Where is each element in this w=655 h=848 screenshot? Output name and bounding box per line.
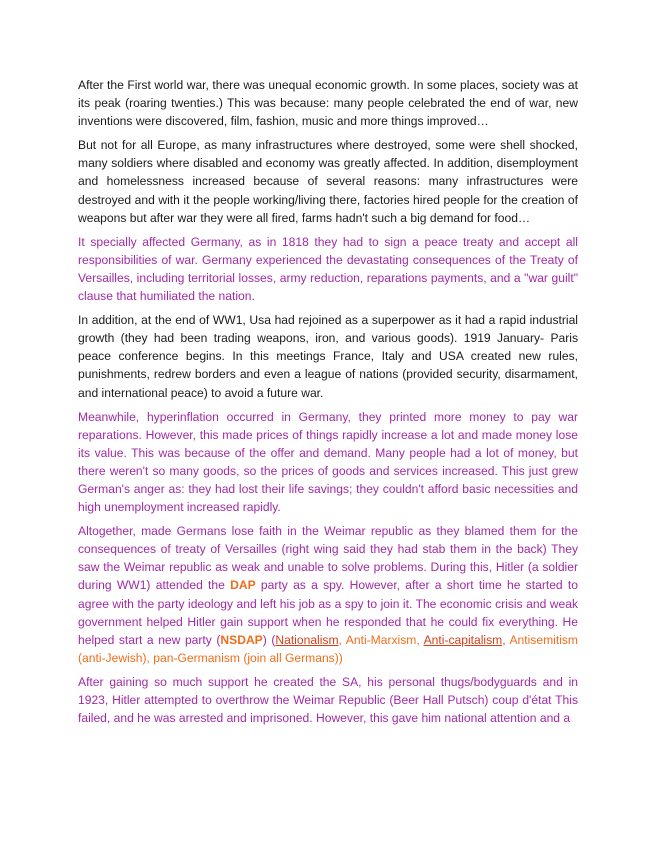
document-body [78,76,578,727]
weimar-text-b: party as a spy. However, after a short time he started to agree with the party ideology and left his job as a spy to join it. The economic crisis and weak government helped Hitler gain support when he responded that he could fix everything. He helped start a new party ( [78,578,578,647]
weimar-text-a: Altogether, made Germans lose faith in the Weimar republic as they blamed them for the consequences of treaty of Versailles (right wing said they had stab them in the back) They saw the Weimar republic as weak and unable to solve problems. During this, Hitler (a soldier during WW1) attended the [78,524,578,593]
dap-term: DAP [230,578,256,593]
nationalism-term: Nationalism [275,632,339,647]
paragraph-hyperinflation: Meanwhile, hyperinflation occurred in Germany, they printed more money to pay war reparations. However, this made prices of things rapidly increase a lot and made money lose its value. This was because of the offer and demand. Many people had a lot of money, but there weren't so many goods, so the prices of goods and services increased. This just grew German's anger as: they had lost their life savings; they couldn't afford basic necessities and high unemployment increased rapidly. [78,409,578,515]
paragraph-usa-paris-conference: In addition, at the end of WW1, Usa had rejoined as a superpower as it had a rapid industrial growth (they had been trading weapons, iron, and various goods). 1919 January- Paris peace conference begins. In this meetings France, Italy and USA created new rules, punishments, redrew borders and even a league of nations (provided security, disarmament, and international peace) to avoid a future war. [78,313,578,400]
weimar-text-c: ) ( [262,632,276,647]
paragraph-postwar-growth: After the First world war, there was unequal economic growth. In some places, society was at its peak (roaring twenties.) This was because: many people celebrated the end of war, new inventions were discovered, film, fashion, music and more things improved… [78,78,578,129]
paragraph-weimar-hitler [78,522,578,667]
paragraph-beer-hall-putsch: After gaining so much support he created the SA, his personal thugs/bodyguards and in 1923, Hitler attempted to overthrow the Weimar Republic (Beer Hall Putsch) coup d'état This failed, and he was arrested and imprisoned. However, this gave him national attention and a [78,674,578,726]
paragraph-treaty-versailles: It specially affected Germany, as in 1818 they had to sign a peace treaty and accept all responsibilities of war. Germany experienced the devastating consequences of the Treaty of Versailles, including territorial losses, army reduction, reparations payments, and a "war guilt" clause that humiliated the nation. [78,234,578,304]
nsdap-term: NSDAP [220,632,263,647]
weimar-text-d: , Anti-Marxism, [338,632,424,647]
anticapitalism-term: Anti-capitalism, [423,632,506,647]
paragraph-europe-effects: But not for all Europe, as many infrastructures where destroyed, some were shell shocked, many soldiers where disabled and economy was greatly affected. In addition, disemployment and homelessness increased because of several reasons: many infrastructures were destroyed and with it the people working/living there, factories hired people for the creation of weapons but after war they were all fired, farms hadn't such a big demand for food… [78,138,578,225]
ideology-list: Antisemitism (anti-Jewish), pan-Germanism (join all Germans)) [78,632,578,665]
